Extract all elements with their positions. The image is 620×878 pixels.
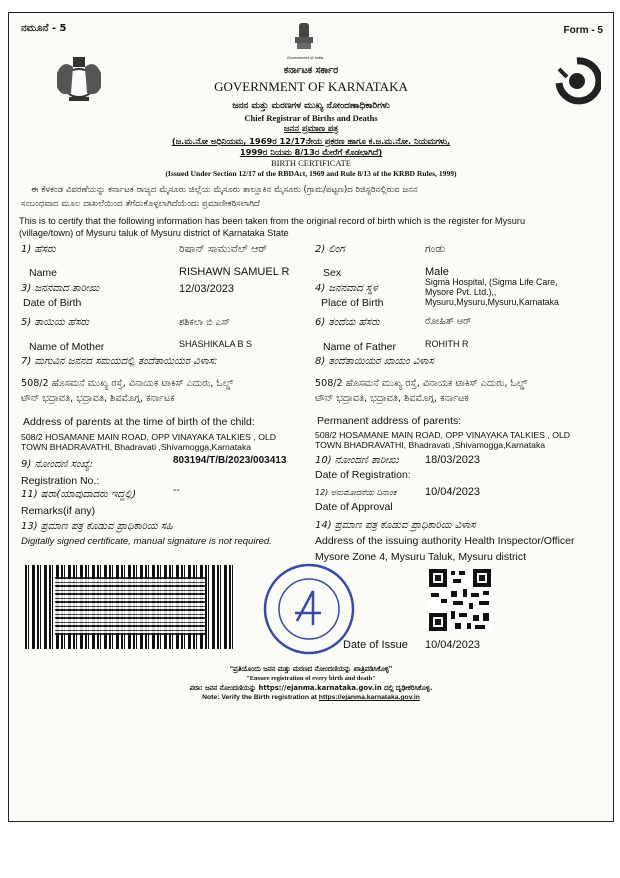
auth-label: Address of the issuing authority Health Inspector/Officer <box>315 535 575 547</box>
dob-value: 12/03/2023 <box>179 283 235 295</box>
issuer-note: Digitally signed certificate, manual signature is not required. <box>21 536 272 547</box>
sex-kn-label: 2) ಲಿಂಗ <box>315 244 345 255</box>
certificate-page <box>8 12 614 822</box>
footer-note-prefix: Note: Verify the Birth registration at <box>202 694 319 701</box>
dob-kn-label: 3) ಜನನವಾದ ತಾರೀಖು <box>21 283 100 294</box>
form-number-kn: ನಮೂನೆ - 5 <box>21 23 67 34</box>
issue-label: Date of Issue <box>343 639 408 651</box>
approval-value: 10/04/2023 <box>425 486 481 498</box>
pob-line-2: Mysore Pvt. Ltd.),, <box>425 287 497 297</box>
addr-birth-1: 508/2 HOSAMANE MAIN ROAD, OPP VINAYAKA TALKIES , OLD <box>21 432 277 442</box>
remarks-kn-label: 11) ಷರಾ(ಯಾವುದಾದರು ಇದ್ದಲ್ಲಿ) <box>21 489 137 500</box>
addr-birth-kn-label: 7) ಮಗುವಿನ ಜನನದ ಸಮಯದಲ್ಲಿ ತಂದೆತಾಯಿಯರ ವಿಳಾಸ: <box>21 356 218 367</box>
addr-perm-kn-label: 8) ತಂದೆತಾಯಿಯರ ಖಾಯಂ ವಿಳಾಸ <box>315 356 434 367</box>
sex-value: Male <box>425 266 449 278</box>
remarks-label: Remarks(if any) <box>21 505 96 517</box>
govt-title-kn: ಕರ್ನಾಟಕ ಸರ್ಕಾರ <box>283 65 339 76</box>
father-value: ROHITH R <box>425 339 469 349</box>
rule-kn: (ಜ.ಮ.ನೋ ಅಧಿನಿಯಮ, 1969ರ 12/17ನೇಯ ಪ್ರಕರಣ ಹಾಗೂ ಕ.ಜ.ಮ.ನೋ. ನಿಯಮಗಳು, <box>171 136 451 146</box>
father-kn-value: ರೋಹಿತ್ ಆರ್ <box>425 316 472 327</box>
regdate-label: Date of Registration: <box>315 469 411 481</box>
addr-birth-kn-1: 508/2 ಹೊಸಮನೆ ಮುಖ್ಯ ರಸ್ತೆ, ವಿನಾಯಕ ಟಾಕಿಸ್ ಎದುರು, ಓಲ್ಡ್ <box>21 378 234 389</box>
cert-title-kn: ಜನನ ಪ್ರಮಾಣ ಪತ್ರ <box>283 124 339 134</box>
father-label: Name of Father <box>323 341 396 353</box>
barcode <box>25 565 235 649</box>
sex-kn-value: ಗಂಡು <box>425 243 446 255</box>
reg-kn-label: 9) ನೋಂದಣಿ ಸಂಖ್ಯೆ: <box>21 459 93 470</box>
reg-value: 803194/T/B/2023/003413 <box>173 455 287 466</box>
name-kn-value: ರಿಷಾನ್ ಸಾಮುವೆಲ್ ಆರ್ <box>179 243 268 255</box>
addr-perm-kn-2: ಟೌನ್ ಭದ್ರಾವತಿ, ಭದ್ರಾವತಿ, ಶಿವಮೊಗ್ಗ, ಕರ್ನಾಟಕ <box>315 393 469 404</box>
footer-en-note <box>9 694 613 701</box>
rule-en: (Issued Under Section 12/17 of the RBDAct, 1969 and Rule 8/13 of the KRBD Rules, 1999) <box>165 169 457 178</box>
pob-line-1: Sigma Hospital, (Sigma Life Care, <box>425 277 558 287</box>
intro-en-2: (village/town) of Mysuru taluk of Mysuru district of Karnataka State <box>19 228 289 238</box>
qr-code-icon <box>427 567 493 633</box>
pob-line-3: Mysuru,Mysuru,Mysuru,Karnataka <box>425 297 559 307</box>
pob-kn-label: 4) ಜನನವಾದ ಸ್ಥಳ <box>315 283 378 294</box>
issue-value: 10/04/2023 <box>425 639 481 651</box>
pob-label: Place of Birth <box>321 297 384 309</box>
approval-kn-label: 12) ಅನುಮೋದನೆಯ ದಿನಾಂಕ <box>315 488 397 497</box>
verify-link[interactable]: https://ejanma.karnataka.gov.in <box>318 694 420 701</box>
name-value: RISHAWN SAMUEL R <box>179 266 290 278</box>
approval-label: Date of Approval <box>315 501 393 513</box>
govt-title-en: GOVERNMENT OF KARNATAKA <box>214 79 408 94</box>
sex-label: Sex <box>323 267 342 279</box>
intro-kn-2: ಸಂಬಂಧವಾದ ಮೂಲ ದಾಖಲೆಯಿಂದ ತೆಗೆದುಕೊಳ್ಳಲಾಗಿದೆಯೆಂದು ಪ್ರಮಾಣೀಕರಿಸಲಾಗಿದೆ <box>21 199 260 209</box>
form-number-en: Form - 5 <box>563 25 603 36</box>
reg-label: Registration No.: <box>21 475 100 487</box>
mother-label: Name of Mother <box>29 341 105 353</box>
mother-kn-label: 5) ತಾಯಿಯ ಹೆಸರು <box>21 317 90 328</box>
registrar-en: Chief Registrar of Births and Deaths <box>244 113 378 123</box>
remarks-value: -- <box>173 485 180 496</box>
footer-kn-quote: "ಪ್ರತಿಯೊಂದು ಜನನ ಮತ್ತು ಮರಣದ ನೋಂದಣಿಯನ್ನು ಖಾತ್ರಿಪಡಿಸಿಕೊಳ್ಳಿ" <box>229 665 393 673</box>
name-label: Name <box>29 267 58 279</box>
father-kn-label: 6) ತಂದೆಯ ಹೆಸರು <box>315 317 380 328</box>
mother-value: SHASHIKALA B S <box>179 339 253 349</box>
footer-en-quote: "Ensure registration of every birth and death" <box>246 675 376 682</box>
emblem-caption: Government of India <box>287 55 324 60</box>
footer-kn-note: ಪರಾ: ಜನನ ನೋಂದಣಿಯನ್ನು https://ejanma.karnataka.gov.in ದಲ್ಲಿ ದೃಢೀಕರಿಸಿಕೊಳ್ಳಿ. <box>189 684 433 692</box>
addr-birth-label: Address of parents at the time of birth of the child: <box>23 416 255 428</box>
addr-perm-label: Permanent address of parents: <box>317 415 462 427</box>
dob-label: Date of Birth <box>23 297 82 309</box>
intro-kn-1: ಈ ಕೆಳಕಂಡ ವಿವರಣೆಯನ್ನು ಕರ್ನಾಟಕ ರಾಜ್ಯದ ಮೈಸೂರು ಜಿಲ್ಲೆಯ ಮೈಸೂರು ತಾಲ್ಲೂಕಿನ ಮೈಸೂರು (ಗ್ರಾಮ/ಪಟ್ಟಣ)ದ ರಿಜಿಸ್ಟರಿನಲ್ಲಿರುವ ಜನನ <box>31 185 418 195</box>
karnataka-emblem-icon <box>51 53 107 103</box>
national-emblem-icon <box>291 21 317 55</box>
issuer-kn-label: 13) ಪ್ರಮಾಣ ಪತ್ರ ಕೊಡುವ ಪ್ರಾಧಿಕಾರಿಯ ಸಹಿ <box>21 521 173 532</box>
mother-kn-value: ಶಶಿಕಲಾ ಬಿ ಎಸ್ <box>179 317 230 328</box>
auth-kn-label: 14) ಪ್ರಮಾಣ ಪತ್ರ ಕೊಡುವ ಪ್ರಾಧಿಕಾರಿಯ ವಿಳಾಸ <box>315 520 476 531</box>
addr-birth-kn-2: ಟೌನ್ ಭದ್ರಾವತಿ, ಭದ್ರಾವತಿ, ಶಿವಮೊಗ್ಗ, ಕರ್ನಾಟಕ <box>21 393 175 404</box>
seal-number <box>301 599 302 600</box>
cert-title-en: BIRTH CERTIFICATE <box>271 158 351 168</box>
regdate-value: 18/03/2023 <box>425 454 481 466</box>
addr-birth-2: TOWN BHADRAVATHI, Bhadravati ,Shivamogga,Karnataka <box>21 442 252 452</box>
addr-perm-1: 508/2 HOSAMANE MAIN ROAD, OPP VINAYAKA TALKIES , OLD <box>315 430 571 440</box>
rule-kn-2: 1999ರ ನಿಯಮ 8/13ರ ಮೇರೆಗೆ ಕೊಡಲಾಗಿದೆ) <box>239 147 383 157</box>
auth-value: Mysore Zone 4, Mysuru Taluk, Mysuru district <box>315 551 527 563</box>
intro-en-1: This is to certify that the following information has been taken from the original record of birth which is the register for Mysuru <box>19 216 526 226</box>
name-kn-label: 1) ಹೆಸರು <box>21 244 56 255</box>
addr-perm-2: TOWN BHADRAVATHI, Bhadravati ,Shivamogga,Karnataka <box>315 440 546 450</box>
registrar-kn: ಜನನ ಮತ್ತು ಮರಣಗಳ ಮುಖ್ಯ ನೋಂದಣಾಧಿಕಾರಿಗಳು <box>232 101 390 111</box>
regdate-kn-label: 10) ನೋಂದಣಿ ತಾರೀಖು <box>315 455 399 466</box>
addr-perm-kn-1: 508/2 ಹೊಸಮನೆ ಮುಖ್ಯ ರಸ್ತೆ, ವಿನಾಯಕ ಟಾಕಿಸ್ ಎದುರು, ಓಲ್ಡ್ <box>315 378 528 389</box>
